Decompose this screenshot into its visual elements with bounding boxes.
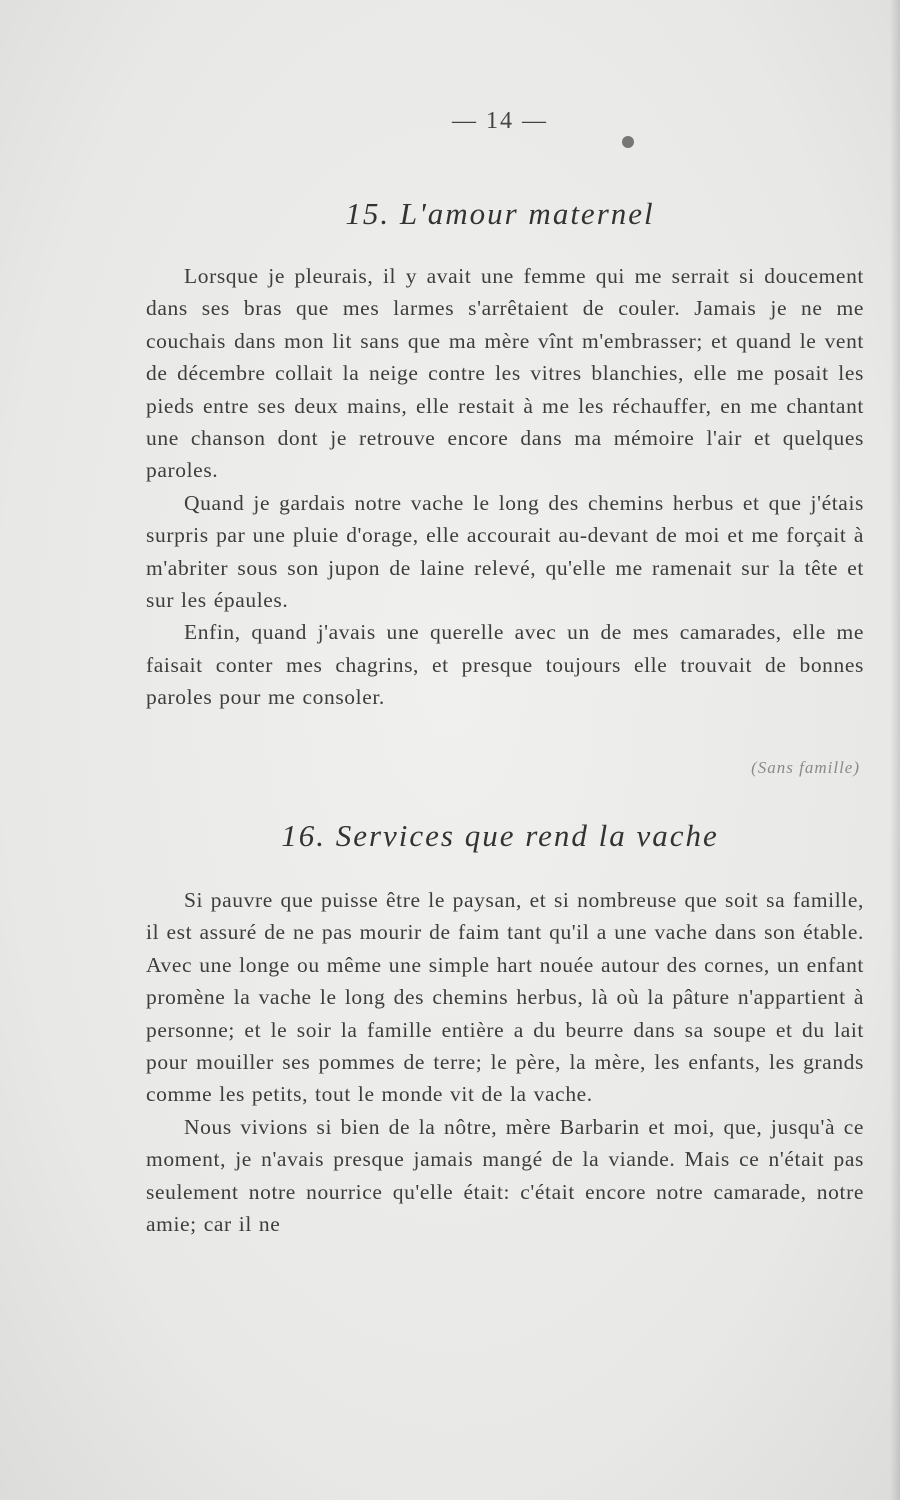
paragraph: Quand je gardais notre vache le long des chemins herbus et que j'étais surpris par une pluie d'orage, elle accourait au-devant de moi et me forçait à m'abriter sous son jupon de laine relevé, qu'elle me ramenait sur la tête et sur les épaules. <box>146 490 864 613</box>
page-edge-shadow <box>890 0 900 1500</box>
section-16-title: 16. Services que rend la vache <box>281 818 719 853</box>
paragraph: Nous vivions si bien de la nôtre, mère Barbarin et moi, que, jusqu'à ce moment, je n'avais presque jamais mangé de la viande. Mais ce n'était pas seulement notre nourrice qu'elle était: c'était encore notre camarade, notre amie; car il ne <box>146 1114 864 1237</box>
page-number: — 14 — <box>452 108 548 134</box>
section-16-body <box>146 884 864 1240</box>
source-citation: (Sans famille) <box>751 758 860 777</box>
section-15-title: 15. L'amour maternel <box>345 196 655 231</box>
paragraph: Enfin, quand j'avais une querelle avec un de mes camarades, elle me faisait conter mes chagrins, et presque toujours elle trouvait de bonnes paroles pour me consoler. <box>146 620 864 710</box>
ink-spot <box>622 136 634 148</box>
paragraph: Lorsque je pleurais, il y avait une femme qui me serrait si doucement dans ses bras que mes larmes s'arrêtaient de couler. Jamais je ne me couchais dans mon lit sans que ma mère vînt m'embrasser; et quand le vent de décembre collait la neige contre les vitres blanchies, elle me posait les pieds entre ses deux mains, elle restait à me les réchauffer, en me chantant une chanson dont je retrouve encore dans ma mémoire l'air et quelques paroles. <box>146 264 864 483</box>
section-15-body <box>146 260 864 714</box>
paragraph: Si pauvre que puisse être le paysan, et si nombreuse que soit sa famille, il est assuré de ne pas mourir de faim tant qu'il a une vache dans son étable. Avec une longe ou même une simple hart nouée autour des cornes, un enfant promène la vache le long des chemins herbus, là où la pâture n'appartient à personne; et le soir la famille entière a du beurre dans sa soupe et du lait pour mouiller ses pommes de terre; le père, la mère, les enfants, les grands comme les petits, tout le monde vit de la vache. <box>146 888 864 1107</box>
